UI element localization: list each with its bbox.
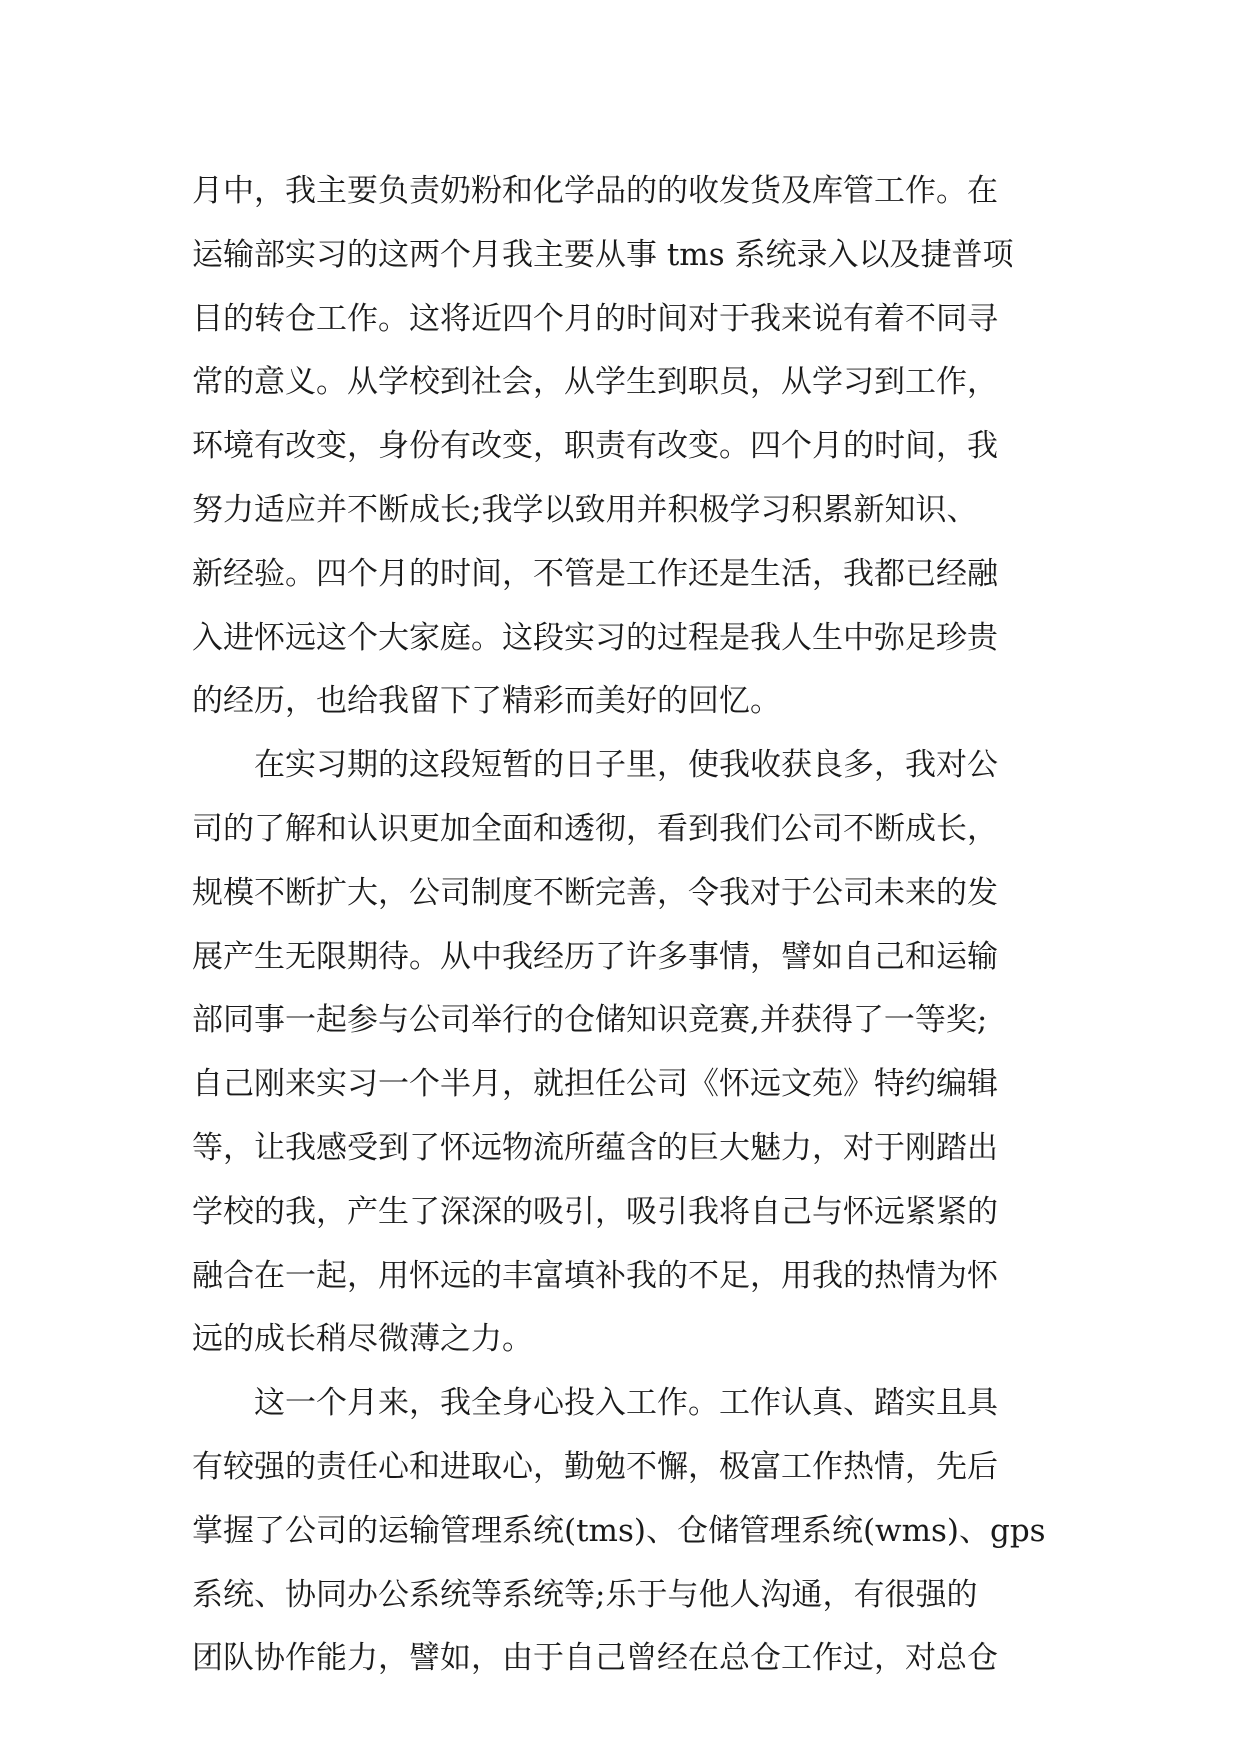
text-line-21: 有较强的责任心和进取心，勤勉不懈，极富工作热情，先后 xyxy=(192,1448,998,1485)
text-line-3: 目的转仓工作。这将近四个月的时间对于我来说有着不同寻 xyxy=(192,300,998,337)
text-line-18: 融合在一起，用怀远的丰富填补我的不足，用我的热情为怀 xyxy=(192,1257,998,1294)
text-line-17: 学校的我，产生了深深的吸引，吸引我将自己与怀远紧紧的 xyxy=(192,1193,998,1230)
text-line-4: 常的意义。从学校到社会，从学生到职员，从学习到工作， xyxy=(192,364,998,401)
text-line-7: 新经验。四个月的时间，不管是工作还是生活，我都已经融 xyxy=(192,555,998,592)
text-line-6: 努力适应并不断成长;我学以致用并积极学习积累新知识、 xyxy=(192,491,978,528)
text-line-14: 部同事一起参与公司举行的仓储知识竞赛,并获得了一等奖; xyxy=(192,1002,988,1039)
text-line-24: 团队协作能力，譬如，由于自己曾经在总仓工作过，对总仓 xyxy=(192,1640,998,1677)
text-line-22: 掌握了公司的运输管理系统(tms)、仓储管理系统(wms)、gps xyxy=(192,1512,1046,1549)
text-line-10: 在实习期的这段短暂的日子里，使我收获良多，我对公 xyxy=(192,747,998,784)
text-line-23: 系统、协同办公系统等系统等;乐于与他人沟通，有很强的 xyxy=(192,1576,978,1613)
text-line-13: 展产生无限期待。从中我经历了许多事情，譬如自己和运输 xyxy=(192,938,998,975)
document-body xyxy=(192,160,1052,1691)
text-line-15: 自己刚来实习一个半月，就担任公司《怀远文苑》特约编辑 xyxy=(192,1066,998,1103)
text-line-16: 等，让我感受到了怀远物流所蕴含的巨大魅力，对于刚踏出 xyxy=(192,1129,998,1166)
text-line-20: 这一个月来，我全身心投入工作。工作认真、踏实且具 xyxy=(192,1385,998,1422)
text-line-1: 月中，我主要负责奶粉和化学品的的收发货及库管工作。在 xyxy=(192,173,998,209)
text-line-12: 规模不断扩大，公司制度不断完善，令我对于公司未来的发 xyxy=(192,874,998,911)
text-line-11: 司的了解和认识更加全面和透彻，看到我们公司不断成长， xyxy=(192,810,998,847)
text-line-19: 远的成长稍尽微薄之力。 xyxy=(192,1321,533,1358)
text-line-5: 环境有改变，身份有改变，职责有改变。四个月的时间，我 xyxy=(192,428,998,465)
text-line-9: 的经历，也给我留下了精彩而美好的回忆。 xyxy=(192,683,781,720)
text-line-8: 入进怀远这个大家庭。这段实习的过程是我人生中弥足珍贵 xyxy=(192,619,998,656)
text-line-2: 运输部实习的这两个月我主要从事 tms 系统录入以及捷普项 xyxy=(192,236,1014,273)
